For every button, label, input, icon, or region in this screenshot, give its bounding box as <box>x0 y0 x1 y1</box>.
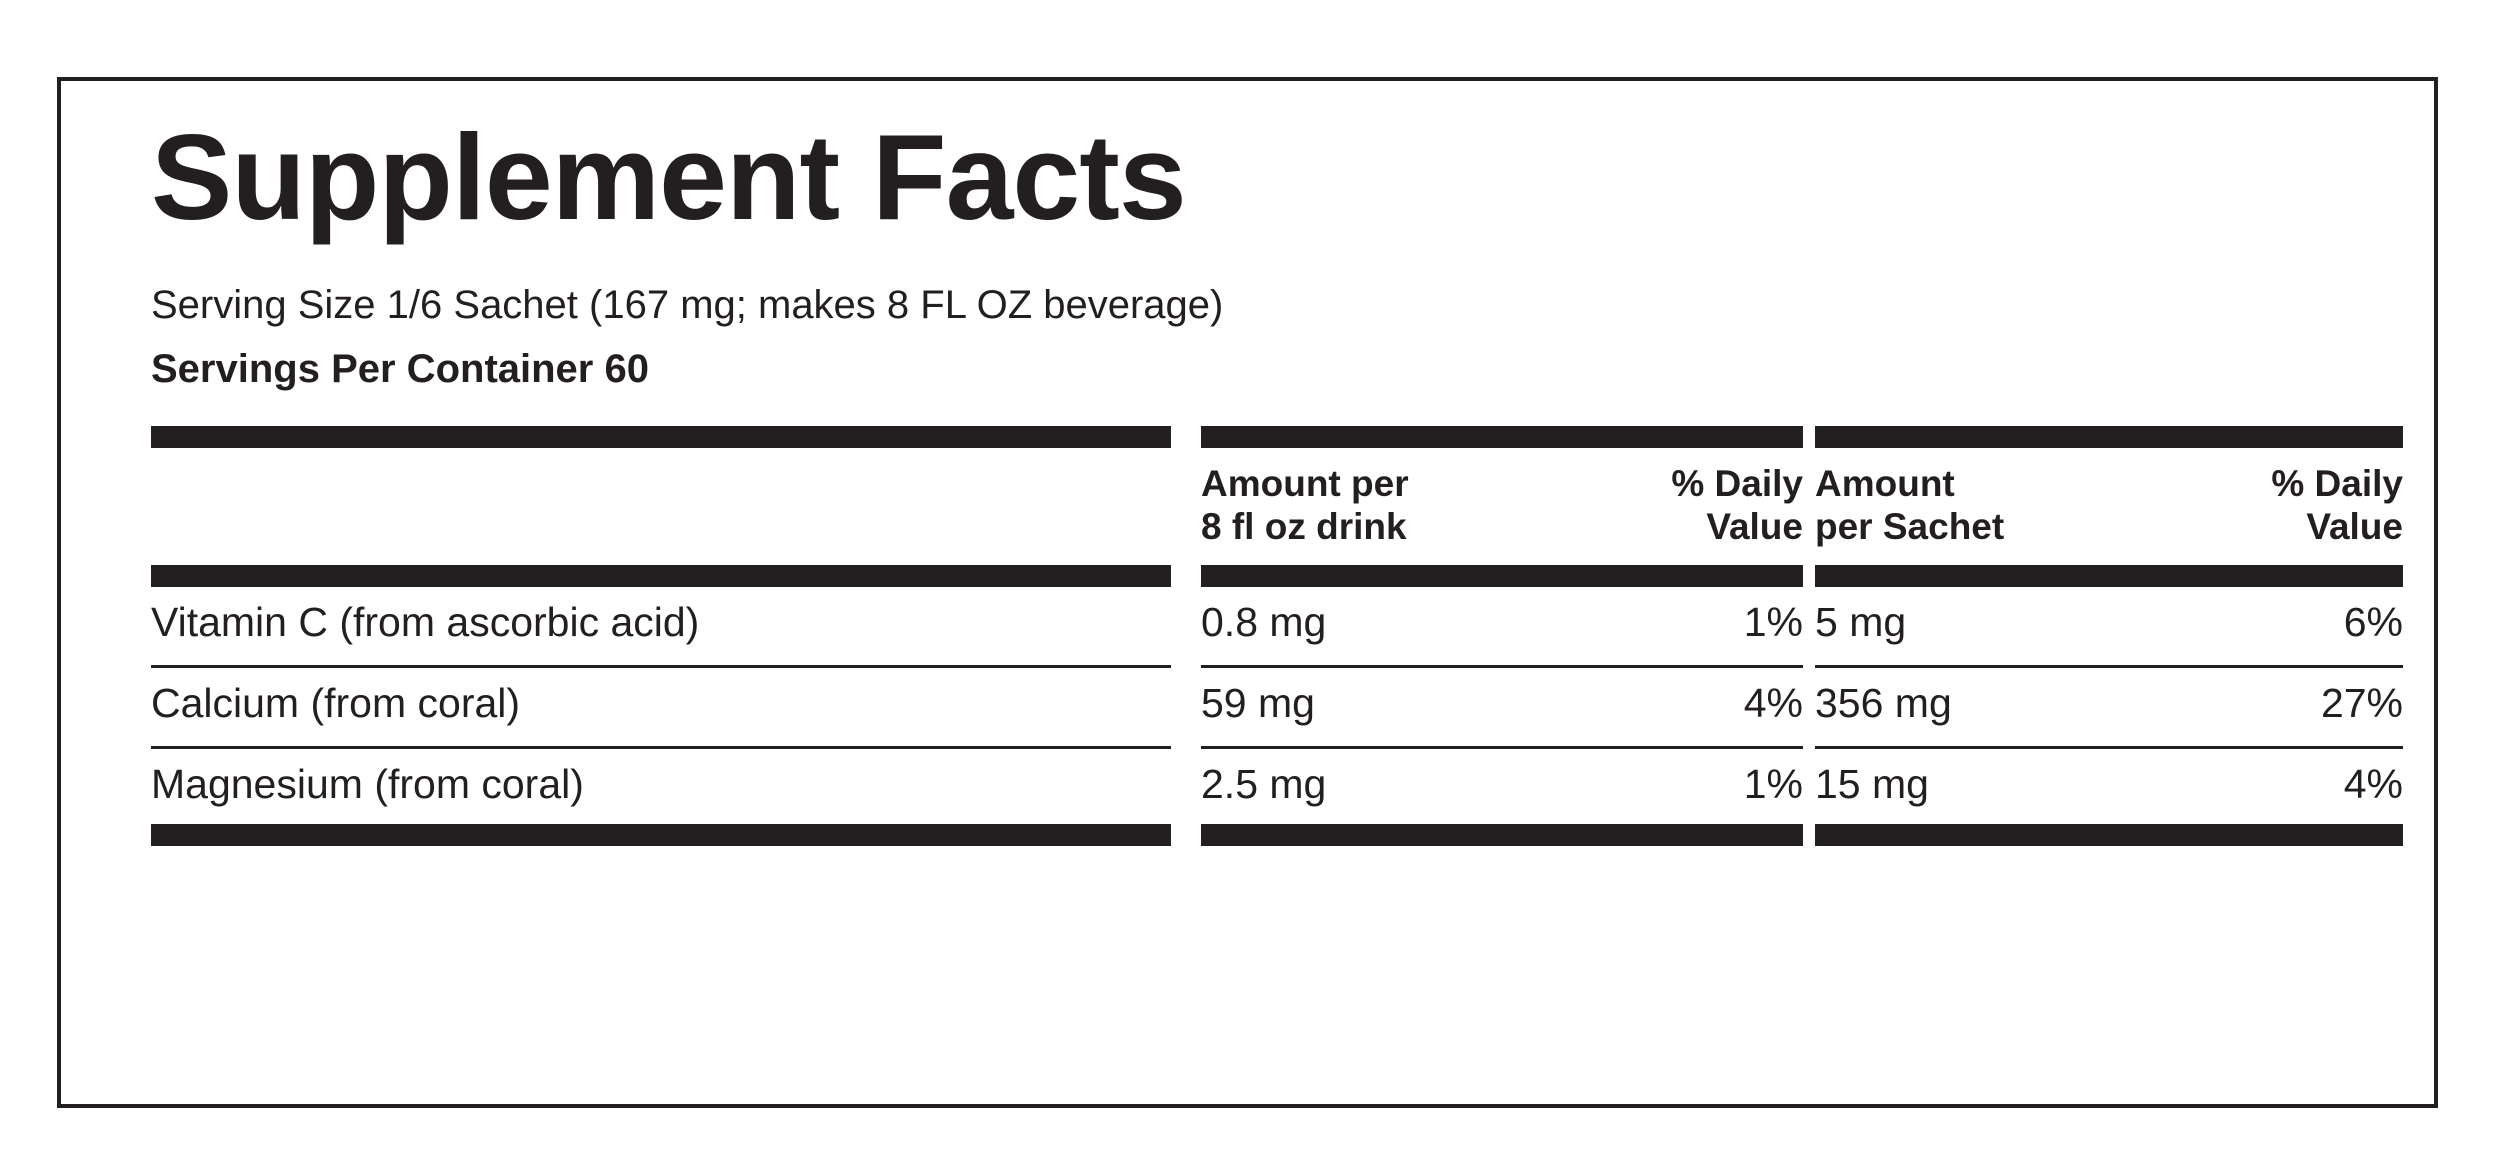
row-amount-per-sachet: 15 mg <box>1815 760 1929 807</box>
header-amount-per-sachet-line2: per Sachet <box>1815 506 2005 548</box>
header-daily-value-drink <box>1531 448 1803 561</box>
divider-name-col <box>151 739 1171 749</box>
divider-sachet-cols <box>1815 739 2403 749</box>
row-dv-drink: 1% <box>1743 760 1803 807</box>
row-amount-per-drink: 0.8 mg <box>1201 598 1327 645</box>
row-dv-drink: 1% <box>1743 598 1803 645</box>
supplement-facts-panel <box>57 77 2438 1108</box>
row-gap-1 <box>1171 749 1201 820</box>
header-daily-value-sachet-line2: Value <box>2306 506 2403 548</box>
header-bar-name-col <box>151 561 1171 587</box>
divider-gap-1 <box>1171 739 1201 749</box>
label-content <box>151 106 2403 846</box>
bottom-bar-name-col <box>151 820 1171 846</box>
bottom-bar-drink-cols <box>1201 820 1803 846</box>
row-gap-2 <box>1803 668 1815 739</box>
divider-sachet-cols <box>1815 658 2403 668</box>
nutrition-table <box>151 422 2403 846</box>
header-daily-value-sachet <box>2145 448 2403 561</box>
header-nutrient <box>151 448 1171 561</box>
table-row <box>151 587 2403 658</box>
top-bar-drink-cols <box>1201 422 1803 448</box>
header-daily-value-drink-line2: Value <box>1706 506 1803 548</box>
divider-drink-cols <box>1201 658 1803 668</box>
row-amount-per-drink: 59 mg <box>1201 679 1315 726</box>
table-row <box>151 749 2403 820</box>
header-daily-value-drink-line1: % Daily <box>1671 462 1803 504</box>
bottom-bar-gap-1 <box>1171 820 1201 846</box>
divider-gap-2 <box>1803 658 1815 668</box>
header-daily-value-sachet-line1: % Daily <box>2271 462 2403 504</box>
header-amount-per-drink <box>1201 448 1531 561</box>
row-gap-2 <box>1803 587 1815 658</box>
row-nutrient-name: Vitamin C (from ascorbic acid) <box>151 598 700 645</box>
row-divider <box>151 739 2403 749</box>
row-dv-drink: 4% <box>1743 679 1803 726</box>
row-dv-sachet: 27% <box>2320 679 2403 726</box>
divider-gap-2 <box>1803 739 1815 749</box>
header-bar-gap-1 <box>1171 561 1201 587</box>
table-row <box>151 668 2403 739</box>
row-amount-per-sachet: 5 mg <box>1815 598 1907 645</box>
bottom-bar-sachet-cols <box>1815 820 2403 846</box>
divider-name-col <box>151 658 1171 668</box>
row-divider <box>151 658 2403 668</box>
top-bar-name-col <box>151 422 1171 448</box>
header-amount-per-sachet <box>1815 448 2145 561</box>
row-gap-2 <box>1803 749 1815 820</box>
row-dv-sachet: 4% <box>2343 760 2403 807</box>
divider-gap-1 <box>1171 658 1201 668</box>
row-nutrient-name: Magnesium (from coral) <box>151 760 584 807</box>
servings-per-container-text: Servings Per Container 60 <box>151 346 649 391</box>
header-amount-per-sachet-line1: Amount <box>1815 462 1955 504</box>
header-amount-per-drink-line1: Amount per <box>1201 462 1409 504</box>
row-dv-sachet: 6% <box>2343 598 2403 645</box>
row-nutrient-name: Calcium (from coral) <box>151 679 521 726</box>
bottom-bar-gap-2 <box>1803 820 1815 846</box>
header-bar-drink-cols <box>1201 561 1803 587</box>
divider-drink-cols <box>1201 739 1803 749</box>
header-gap-1 <box>1171 448 1201 561</box>
header-bar-sachet-cols <box>1815 561 2403 587</box>
table-top-bar-row <box>151 422 2403 448</box>
serving-size-text: Serving Size 1/6 Sachet (167 mg; makes 8 FL OZ beverage) <box>151 282 1224 327</box>
top-bar-gap-2 <box>1803 422 1815 448</box>
header-bar-gap-2 <box>1803 561 1815 587</box>
top-bar-sachet-cols <box>1815 422 2403 448</box>
row-amount-per-sachet: 356 mg <box>1815 679 1952 726</box>
table-header-row <box>151 448 2403 561</box>
table-bottom-bar-row <box>151 820 2403 846</box>
header-amount-per-drink-line2: 8 fl oz drink <box>1201 506 1407 548</box>
page-title: Supplement Facts <box>151 109 1186 245</box>
row-gap-1 <box>1171 587 1201 658</box>
table-header-bar-row <box>151 561 2403 587</box>
header-gap-2 <box>1803 448 1815 561</box>
top-bar-gap-1 <box>1171 422 1201 448</box>
row-gap-1 <box>1171 668 1201 739</box>
row-amount-per-drink: 2.5 mg <box>1201 760 1327 807</box>
